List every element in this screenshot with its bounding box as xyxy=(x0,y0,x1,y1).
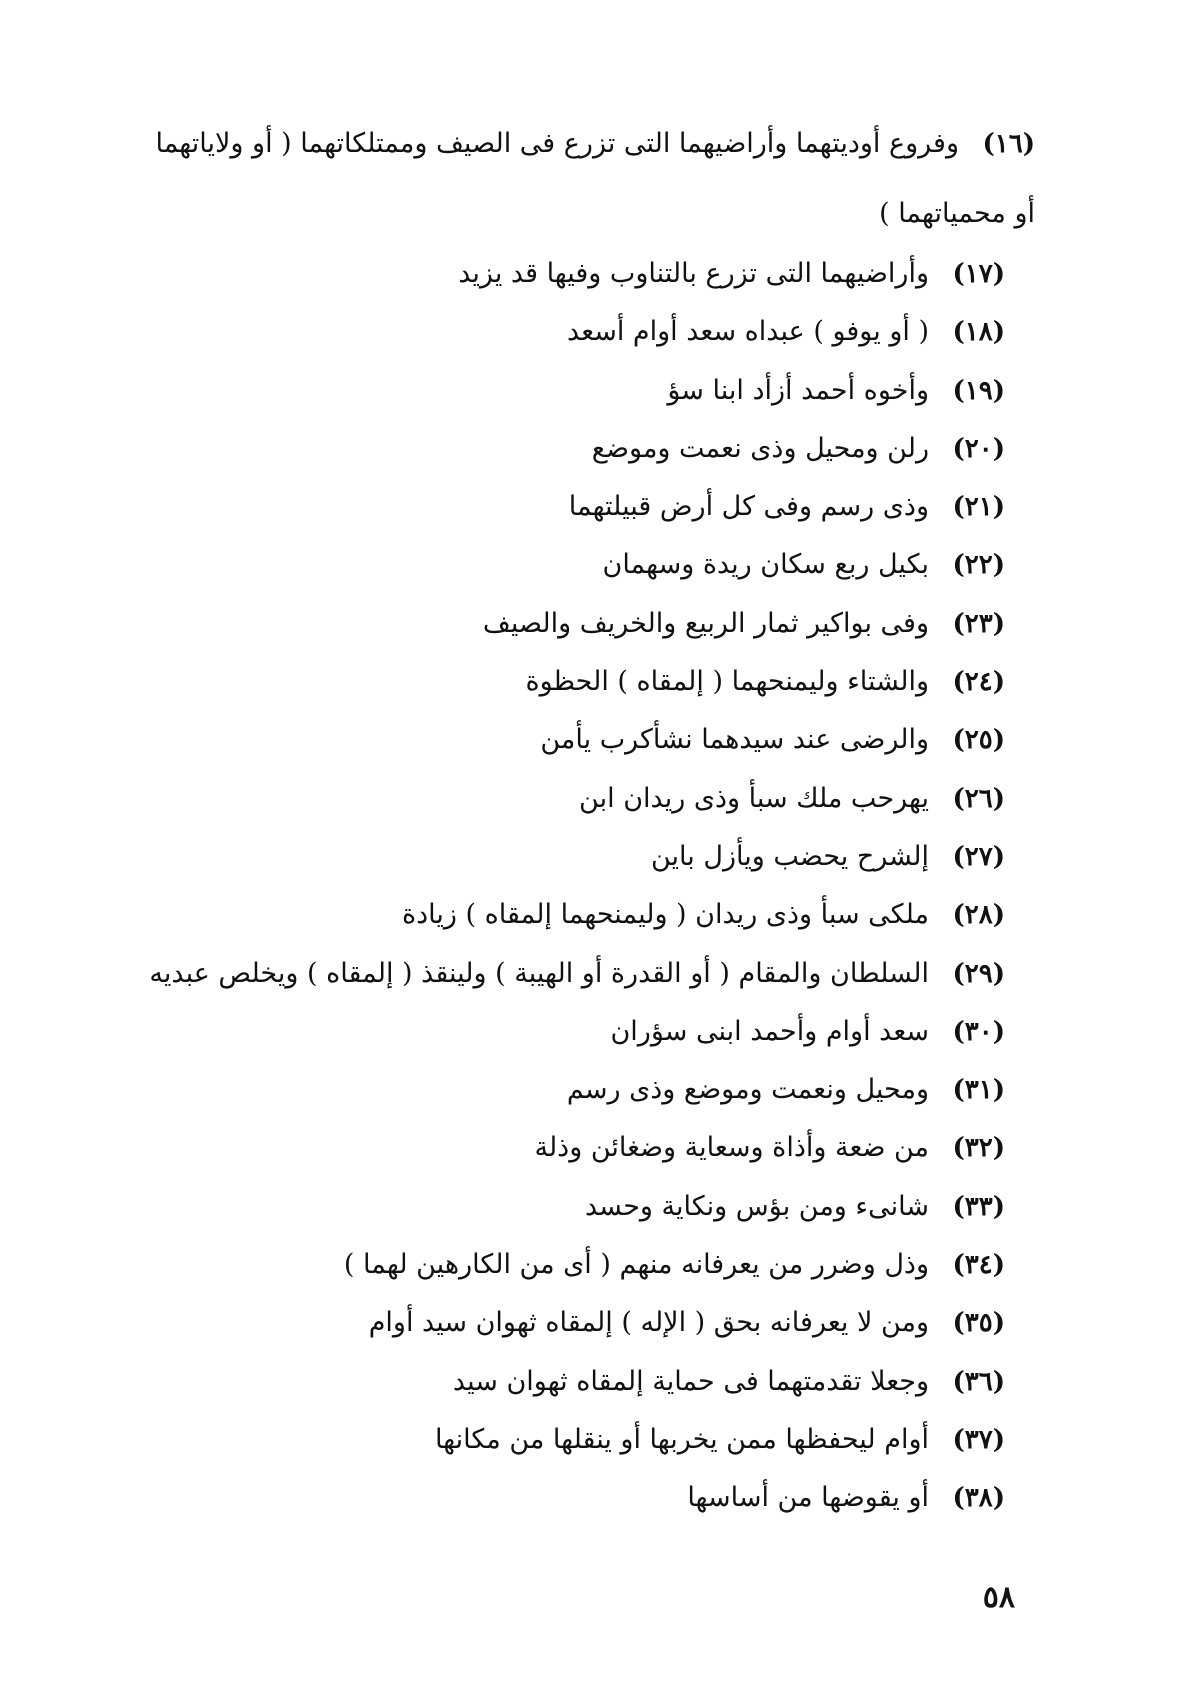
line-text: وذى رسم وفى كل أرض قبيلتهما xyxy=(568,491,929,523)
text-block xyxy=(145,128,1035,1541)
text-line xyxy=(145,958,1005,1016)
line-text: ( أو يوفو ) عبداه سعد أوام أسعد xyxy=(567,316,929,348)
line-text: يهرحب ملك سبأ وذى ريدان ابن xyxy=(579,782,929,814)
line-number: (٣٧) xyxy=(952,1424,1005,1455)
line-text: والشتاء وليمنحهما ( إلمقاه ) الحظوة xyxy=(525,666,929,698)
line-text: والرضى عند سيدهما نشأكرب يأمن xyxy=(540,724,929,756)
line-number: (٢٣) xyxy=(952,608,1005,639)
line-text: وجعلا تقدمتهما فى حماية إلمقاه ثهوان سيد xyxy=(452,1365,929,1397)
text-line xyxy=(145,724,1005,782)
line-number: (١٧) xyxy=(952,259,1005,289)
line-number: (٣٣) xyxy=(952,1191,1005,1222)
line-number: (٣٢) xyxy=(952,1133,1005,1164)
line-number: (٢٢) xyxy=(952,550,1005,581)
line-text: السلطان والمقام ( أو القدرة أو الهيبة ) ولينقذ ( إلمقاه ) ويخلص عبديه xyxy=(149,957,929,989)
line-number: (٢١) xyxy=(952,492,1005,523)
line-text: وأخوه أحمد أزأد ابنا سؤ xyxy=(667,374,929,406)
line-text: أو يقوضها من أساسها xyxy=(687,1482,929,1514)
page-number: ٥٨ xyxy=(982,1580,1015,1615)
text-line xyxy=(145,1307,1005,1365)
line-number: (١٨) xyxy=(952,317,1005,348)
line-number: (٣٥) xyxy=(952,1308,1005,1339)
text-line xyxy=(145,1424,1005,1482)
line-text: وفى بواكير ثمار الربيع والخريف والصيف xyxy=(482,607,929,639)
line-number: (٢٩) xyxy=(952,958,1005,989)
line-text: شانىء ومن بؤس ونكاية وحسد xyxy=(584,1190,929,1222)
text-line xyxy=(145,1016,1005,1074)
line-number: (٢٦) xyxy=(952,783,1005,814)
text-line xyxy=(145,258,1005,316)
line-text: أوام ليحفظها ممن يخربها أو ينقلها من مكانها xyxy=(434,1423,929,1455)
text-line xyxy=(145,316,1005,374)
line-number: (٢٨) xyxy=(952,900,1005,931)
line-text: وأراضيهما التى تزرع بالتناوب وفيها قد يزيد xyxy=(458,258,929,289)
text-line xyxy=(145,1366,1005,1424)
text-line xyxy=(145,375,1005,433)
text-line xyxy=(145,899,1005,957)
line-text: سعد أوام وأحمد ابنى سؤران xyxy=(610,1015,929,1047)
text-line xyxy=(145,666,1005,724)
line-number: (١٦) xyxy=(982,129,1035,159)
line-text: رلن ومحيل وذى نعمت وموضع xyxy=(591,432,929,464)
line-number: (٢٧) xyxy=(952,841,1005,872)
text-line xyxy=(145,1249,1005,1307)
line-number: (٣٠) xyxy=(952,1016,1005,1047)
text-line xyxy=(145,608,1005,666)
line-number: (٢٠) xyxy=(952,433,1005,464)
line-number: (٣٤) xyxy=(952,1250,1005,1281)
line-number: (٣٦) xyxy=(952,1366,1005,1397)
line-text: ومحيل ونعمت وموضع وذى رسم xyxy=(566,1074,929,1106)
text-line xyxy=(145,433,1005,491)
text-line xyxy=(145,1482,1005,1540)
text-line xyxy=(145,783,1005,841)
line-text: من ضعة وأذاة وسعاية وضغائن وذلة xyxy=(534,1132,929,1164)
line-number: (٣٨) xyxy=(952,1483,1005,1514)
line-text: وذل وضرر من يعرفانه منهم ( أى من الكارهين لهما ) xyxy=(343,1249,929,1281)
line-number: (١٩) xyxy=(952,375,1005,406)
text-line xyxy=(145,1074,1005,1132)
line-text: وفروع أوديتهما وأراضيهما التى تزرع فى الصيف وممتلكاتهما ( أو ولاياتهما xyxy=(155,128,959,159)
line-text: إلشرح يحضب ويأزل باين xyxy=(650,840,929,872)
line-text: ملكى سبأ وذى ريدان ( وليمنحهما إلمقاه ) زيادة xyxy=(402,899,929,931)
text-line xyxy=(145,841,1005,899)
text-line xyxy=(145,549,1005,607)
line-number: (٣١) xyxy=(952,1075,1005,1106)
line-number: (٢٥) xyxy=(952,725,1005,756)
text-line xyxy=(145,1132,1005,1190)
line-text: أو محمياتهما ) xyxy=(879,198,1035,229)
text-line-continuation xyxy=(145,198,1035,258)
text-line xyxy=(145,128,1035,198)
line-text: ومن لا يعرفانه بحق ( الإله ) إلمقاه ثهوان سيد أوام xyxy=(368,1307,929,1339)
text-line xyxy=(145,491,1005,549)
line-number: (٢٤) xyxy=(952,667,1005,698)
text-line xyxy=(145,1191,1005,1249)
line-text: بكيل ربع سكان ريدة وسهمان xyxy=(602,549,929,581)
